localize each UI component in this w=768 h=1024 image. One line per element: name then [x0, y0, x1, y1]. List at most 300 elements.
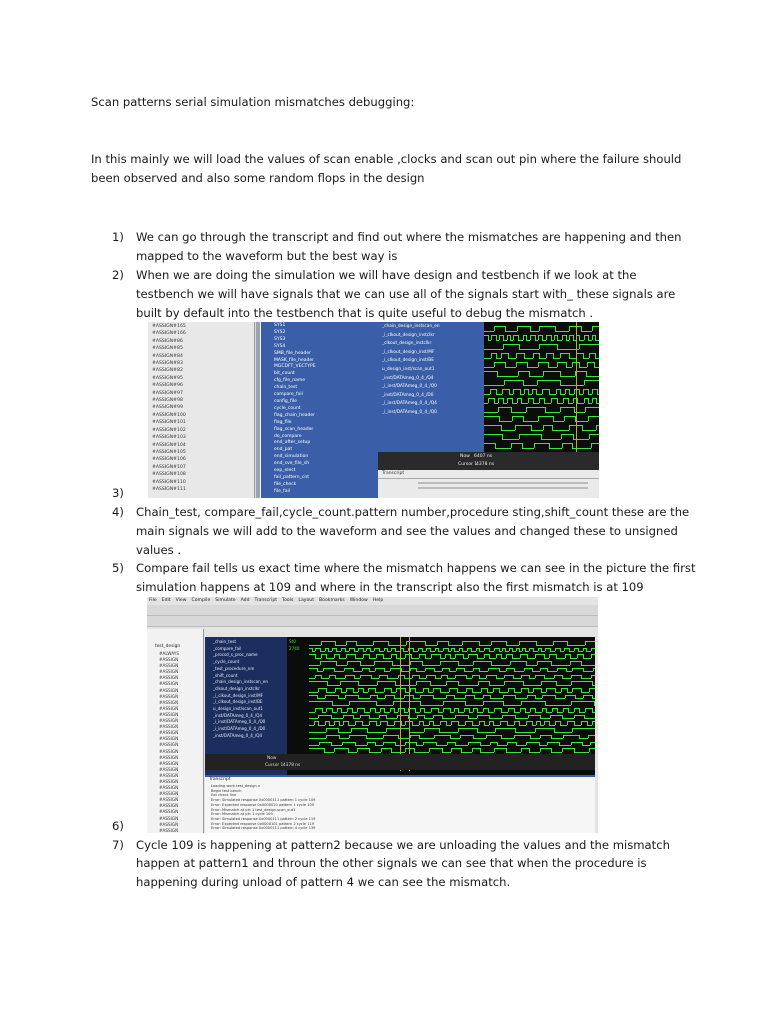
wave-segment [518, 371, 529, 372]
wave-segment [490, 698, 503, 699]
signal-item: #ASSIGN#111 [152, 486, 186, 492]
wave-segment [362, 668, 369, 669]
wave-segment [539, 344, 557, 345]
wave-segment [472, 675, 479, 676]
wave-name: _inst/DATAmeg_0_4_/Q4 [213, 712, 263, 718]
wave-segment [568, 403, 573, 404]
wave-segment [371, 678, 379, 679]
wave-segment [424, 712, 431, 713]
wave-segment [494, 708, 501, 709]
wave-segment [508, 358, 516, 359]
wave-segment [540, 735, 551, 736]
wave-segment [318, 688, 326, 689]
wave-segment [473, 738, 486, 739]
wave-segment [539, 745, 547, 746]
wave-segment [479, 645, 491, 646]
wave-segment [583, 358, 589, 359]
wave-segment [494, 362, 505, 363]
wave-segment [572, 728, 595, 729]
wave-name: _i_inst/DATAmeg_0_4_/Q0 [382, 409, 437, 415]
wave-display [484, 322, 599, 470]
wave-segment [512, 403, 517, 404]
wave-name: _i_clkout_design_inst/MF [213, 692, 263, 698]
wave-segment [419, 678, 426, 679]
wave-segment [366, 738, 383, 739]
tree-item: #ASSIGN [159, 809, 179, 815]
menu-item: View [175, 598, 187, 603]
wave-segment [569, 394, 574, 395]
wave-segment [434, 735, 450, 736]
signal-item: #ASSIGN#83 [152, 361, 183, 367]
wave-segment [415, 712, 420, 713]
wave-segment [551, 752, 562, 753]
wave-segment [499, 671, 506, 672]
wave-segment [592, 712, 595, 713]
wave-segment [554, 732, 572, 733]
wave-segment [374, 661, 392, 662]
wave-segment [425, 645, 437, 646]
wave-segment [533, 688, 541, 689]
wave-segment [326, 658, 334, 659]
wave-segment [376, 725, 380, 726]
wave-segment [585, 708, 592, 709]
wave-segment [484, 331, 494, 332]
object-item: flag_scan_header [274, 426, 314, 432]
tree-item: #ASSIGN [159, 736, 179, 742]
wave-segment [585, 407, 599, 408]
wave-segment [587, 725, 592, 726]
wave-segment [579, 712, 585, 713]
wave-segment [542, 389, 549, 390]
wave-segment [545, 412, 560, 413]
wave-segment [541, 439, 561, 440]
wave-segment [501, 658, 506, 659]
wave-segment [579, 367, 587, 368]
signal-item: #ASSIGN#85 [152, 346, 183, 352]
tree-item: #ASSIGN [159, 791, 179, 797]
wave-segment [523, 385, 537, 386]
wave-segment [433, 725, 440, 726]
item-4-line-3: values . [136, 543, 182, 557]
wave-segment [497, 376, 518, 377]
item-2-line-2: testbench we will have signals that we can use all of the signals start with_ these signals are [136, 287, 676, 301]
wave-segment [442, 718, 455, 719]
cursor-value-1: 4378 ns [476, 462, 495, 467]
signal-item: #ASSIGN#84 [152, 353, 183, 359]
wave-segment [354, 651, 358, 652]
wave-segment [496, 394, 502, 395]
wave-segment [562, 748, 574, 749]
wave-segment [506, 668, 514, 669]
wave-segment [363, 651, 366, 652]
wave-segment [529, 376, 543, 377]
wave-segment [346, 654, 355, 655]
wave-segment [377, 681, 395, 682]
wave-segment [472, 725, 479, 726]
signal-item: #ASSIGN#99 [152, 405, 183, 411]
wave-segment [315, 708, 322, 709]
wave-segment [563, 735, 579, 736]
wave-segment [464, 671, 473, 672]
tree-item: #ASSIGN [159, 785, 179, 791]
wave-segment [309, 745, 319, 746]
wave-value: 2740 [289, 645, 300, 651]
wave-segment [540, 668, 547, 669]
wave-segment [546, 688, 555, 689]
wave-segment [438, 712, 443, 713]
waveform-screenshot-2 [147, 597, 598, 833]
wave-segment [420, 705, 443, 706]
wave-segment [461, 752, 472, 753]
wave-segment [579, 738, 588, 739]
wave-segment [480, 752, 494, 753]
wave-segment [507, 725, 514, 726]
wave-segment [488, 668, 499, 669]
wave-name: _cycle_count [213, 659, 240, 665]
wave-segment [589, 688, 595, 689]
signal-item: #ASSIGN#103 [152, 435, 186, 441]
wave-name: _i_clkout_design_instclkr [382, 332, 435, 338]
wave-segment [538, 362, 548, 363]
wave-segment [532, 725, 536, 726]
wave-segment [352, 712, 357, 713]
wave-segment [336, 665, 347, 666]
wave-segment [535, 654, 544, 655]
wave-segment [355, 721, 362, 722]
wave-segment [309, 678, 315, 679]
wave-segment [592, 698, 595, 699]
wave-segment [414, 752, 429, 753]
wave-segment [349, 735, 366, 736]
wave-name: _shift_count [213, 672, 238, 678]
wave-segment [490, 742, 497, 743]
wave-segment [384, 712, 390, 713]
wave-segment [511, 443, 522, 444]
wave-name: _chain_design_instscan_en [382, 324, 440, 329]
wave-segment [331, 718, 343, 719]
wave-name-panel [378, 322, 484, 470]
wave-segment [591, 443, 599, 444]
wave-segment [596, 425, 599, 426]
wave-segment [593, 668, 595, 669]
wave-name: _chain_design_instscan_en [213, 679, 268, 685]
wave-segment [383, 658, 391, 659]
wave-segment [332, 705, 349, 706]
wave-name: _i_inst/DATAmeg_0_4_/Q4 [382, 401, 437, 407]
wave-segment [413, 651, 418, 652]
wave-segment [514, 671, 524, 672]
wave-segment [478, 681, 489, 682]
wave-segment [438, 651, 443, 652]
wave-segment [412, 725, 419, 726]
wave-segment [513, 678, 521, 679]
item-4-line-2: main signals we will add to the waveform and see the values and changed these to unsigned [136, 524, 678, 538]
wave-segment [376, 705, 393, 706]
wave-segment [416, 745, 423, 746]
wave-segment [429, 748, 442, 749]
wave-name: _inst/DATAmeg_0_4_/Q4 [382, 375, 434, 381]
wave-segment [589, 748, 595, 749]
wave-segment [502, 439, 519, 440]
list-number-2: 2) [112, 268, 124, 282]
wave-segment [484, 434, 502, 435]
wave-segment [525, 712, 530, 713]
wave-segment [518, 340, 523, 341]
wave-segment [413, 698, 420, 699]
wave-segment [590, 742, 595, 743]
wave-segment [501, 738, 514, 739]
wave-segment [489, 658, 496, 659]
wave-segment [376, 654, 383, 655]
wave-segment [326, 728, 338, 729]
wave-segment [349, 701, 376, 702]
wave-segment [447, 742, 455, 743]
wave-segment [460, 735, 473, 736]
wave-segment [488, 712, 494, 713]
wave-segment [501, 430, 515, 431]
wave-segment [309, 748, 324, 749]
wave-segment [483, 695, 490, 696]
signal-item: #ASSIGN#108 [152, 472, 186, 478]
wave-segment [578, 651, 583, 652]
wave-segment [582, 430, 596, 431]
wave-segment [510, 661, 526, 662]
wave-segment [547, 671, 557, 672]
wave-segment [488, 340, 491, 341]
wave-segment [577, 403, 584, 404]
wave-segment [571, 742, 582, 743]
list-number-3: 3) [112, 486, 124, 500]
wave-name: _i_inst/DATAmeg_0_4_/D0 [213, 726, 266, 732]
wave-segment [557, 403, 563, 404]
tree-item: #ASSIGN [159, 705, 179, 711]
wave-segment [495, 728, 515, 729]
wave-segment [455, 654, 463, 655]
wave-segment [505, 651, 509, 652]
wave-segment [425, 668, 434, 669]
wave-name: u_design_inst/scan_out1 [213, 706, 263, 712]
item-5-line-2: simulation happens at 109 and where in the transcript also the first mismatch is at 109 [136, 580, 644, 594]
wave-segment [569, 651, 574, 652]
wave-segment [514, 735, 530, 736]
wave-segment [564, 416, 575, 417]
wave-segment [539, 358, 546, 359]
wave-segment [531, 430, 543, 431]
wave-segment [315, 658, 321, 659]
wave-segment [484, 367, 494, 368]
wave-segment [416, 681, 430, 682]
wave-segment [575, 698, 583, 699]
wave-segment [431, 654, 440, 655]
wave-segment [450, 712, 454, 713]
wave-segment [468, 742, 480, 743]
transcript-line: Error: Simulated response 0x0000111 pattern 2 cycle 119 [211, 816, 316, 821]
wave-segment [511, 412, 526, 413]
wave-name: _inst/DATAmeg_0_4_/Q4 [213, 732, 263, 738]
wave-segment [541, 681, 556, 682]
wave-segment [323, 668, 334, 669]
tree-item: #ASSIGN [159, 718, 179, 724]
wave-segment [560, 376, 575, 377]
wave-segment [484, 443, 495, 444]
wave-segment [504, 675, 513, 676]
wave-segment [486, 735, 501, 736]
wave-segment [588, 403, 592, 404]
wave-segment [397, 715, 408, 716]
wave-segment [392, 665, 410, 666]
wave-segment [537, 661, 551, 662]
wave-segment [465, 705, 483, 706]
wave-segment [486, 675, 496, 676]
signal-item: #ASSIGN#82 [152, 368, 183, 374]
wave-segment [519, 641, 536, 642]
wave-segment [415, 692, 423, 693]
wave-segment [422, 665, 440, 666]
wave-segment [369, 658, 376, 659]
wave-segment [384, 688, 391, 689]
wave-segment [579, 394, 583, 395]
wave-segment [528, 394, 532, 395]
wave-segment [341, 692, 346, 693]
wave-segment [521, 403, 528, 404]
wave-segment [489, 651, 494, 652]
wave-segment [517, 326, 530, 327]
object-item: file_check [274, 481, 297, 487]
wave-segment [496, 678, 504, 679]
wave-segment [560, 353, 569, 354]
wave-segment [556, 685, 571, 686]
wave-segment [579, 344, 599, 345]
wave-segment [543, 425, 552, 426]
doc-heading: Scan patterns serial simulation mismatches debugging: [91, 95, 415, 109]
wave-segment [412, 675, 419, 676]
wave-segment [367, 732, 386, 733]
signal-item: #ASSIGN#100 [152, 412, 186, 418]
menu-item: Help [372, 598, 384, 603]
wave-segment [506, 645, 519, 646]
wave-segment [569, 326, 581, 327]
wave-segment [539, 326, 555, 327]
wave-segment [505, 367, 516, 368]
wave-segment [506, 752, 521, 753]
wave-segment [555, 331, 569, 332]
list-number-6: 6) [112, 819, 124, 833]
wave-segment [353, 692, 358, 693]
wave-segment [514, 712, 520, 713]
tree-item: #ASSIGN [159, 681, 179, 687]
wave-segment [557, 712, 563, 713]
wave-segment [317, 698, 325, 699]
list-number-5: 5) [112, 561, 124, 575]
signal-item: #ASSIGN#105 [152, 449, 186, 455]
wave-segment [553, 641, 567, 642]
wave-segment [443, 701, 465, 702]
wave-segment [496, 340, 499, 341]
wave-segment [458, 665, 473, 666]
wave-segment [541, 692, 546, 693]
wave-segment [495, 448, 511, 449]
wave-segment [496, 358, 501, 359]
wave-segment [522, 448, 534, 449]
wave-segment [515, 732, 535, 733]
wave-segment [447, 678, 455, 679]
wave-segment [588, 735, 595, 736]
wave-segment [458, 728, 477, 729]
signal-item: #ASSIGN#98 [152, 398, 183, 404]
wave-segment [346, 641, 356, 642]
instance-tree [147, 629, 204, 833]
wave-segment [454, 698, 465, 699]
wave-segment [555, 698, 565, 699]
wave-segment [391, 692, 396, 693]
wave-segment [472, 692, 481, 693]
tree-item: #ASSIGN [159, 754, 179, 760]
wave-segment [416, 671, 425, 672]
wave-segment [493, 725, 500, 726]
wave-segment [442, 752, 451, 753]
wave-segment [324, 752, 334, 753]
wave-segment [551, 738, 563, 739]
wave-segment [521, 688, 528, 689]
menu-item: Edit [161, 598, 171, 603]
wave-segment [477, 712, 483, 713]
wave-segment [387, 725, 394, 726]
menu-item: Tools [282, 598, 294, 603]
transcript-line: Error: Expected response 0x0000101 pattern 2 cycle 119 [211, 821, 315, 826]
wave-segment [424, 718, 433, 719]
wave-segment [521, 675, 529, 676]
wave-segment [520, 654, 527, 655]
wave-segment [320, 661, 336, 662]
wave-segment [497, 745, 507, 746]
wave-segment [515, 718, 528, 719]
transcript-line: Loading work.test_design.v [211, 784, 261, 788]
wave-segment [591, 654, 595, 655]
wave-segment [338, 732, 351, 733]
wave-segment [504, 380, 523, 381]
wave-segment [375, 712, 380, 713]
wave-segment [553, 421, 564, 422]
menu-item: Window [349, 598, 368, 603]
wave-segment [519, 725, 526, 726]
menu-item: Simulate [215, 598, 236, 603]
transcript-line: Error: Simulated response 0x0000111 pattern 1 cycle 109 [211, 798, 316, 803]
wave-segment [446, 681, 458, 682]
item-1-line-2: mapped to the waveform but the best way is [136, 249, 398, 263]
wave-segment [309, 692, 318, 693]
toolbar-row-1 [147, 605, 598, 616]
wave-segment [589, 434, 599, 435]
object-item: bit_count [274, 371, 295, 377]
wave-segment [544, 678, 554, 679]
wave-segment [484, 349, 503, 350]
wave-segment [455, 715, 468, 716]
wave-segment [477, 658, 484, 659]
wave-segment [448, 651, 451, 652]
wave-segment [317, 671, 323, 672]
wave-segment [596, 403, 599, 404]
wave-segment [341, 712, 347, 713]
intro-line-2: been observed and also some random flops in the design [91, 171, 425, 185]
wave-segment [345, 695, 358, 696]
wave-segment [463, 658, 468, 659]
wave-segment [404, 712, 408, 713]
wave-segment [354, 678, 360, 679]
menu-item: Layout [298, 598, 315, 603]
object-item: compare_fail [274, 392, 303, 398]
wave-segment [345, 675, 354, 676]
object-item: SYS3 [274, 336, 286, 342]
